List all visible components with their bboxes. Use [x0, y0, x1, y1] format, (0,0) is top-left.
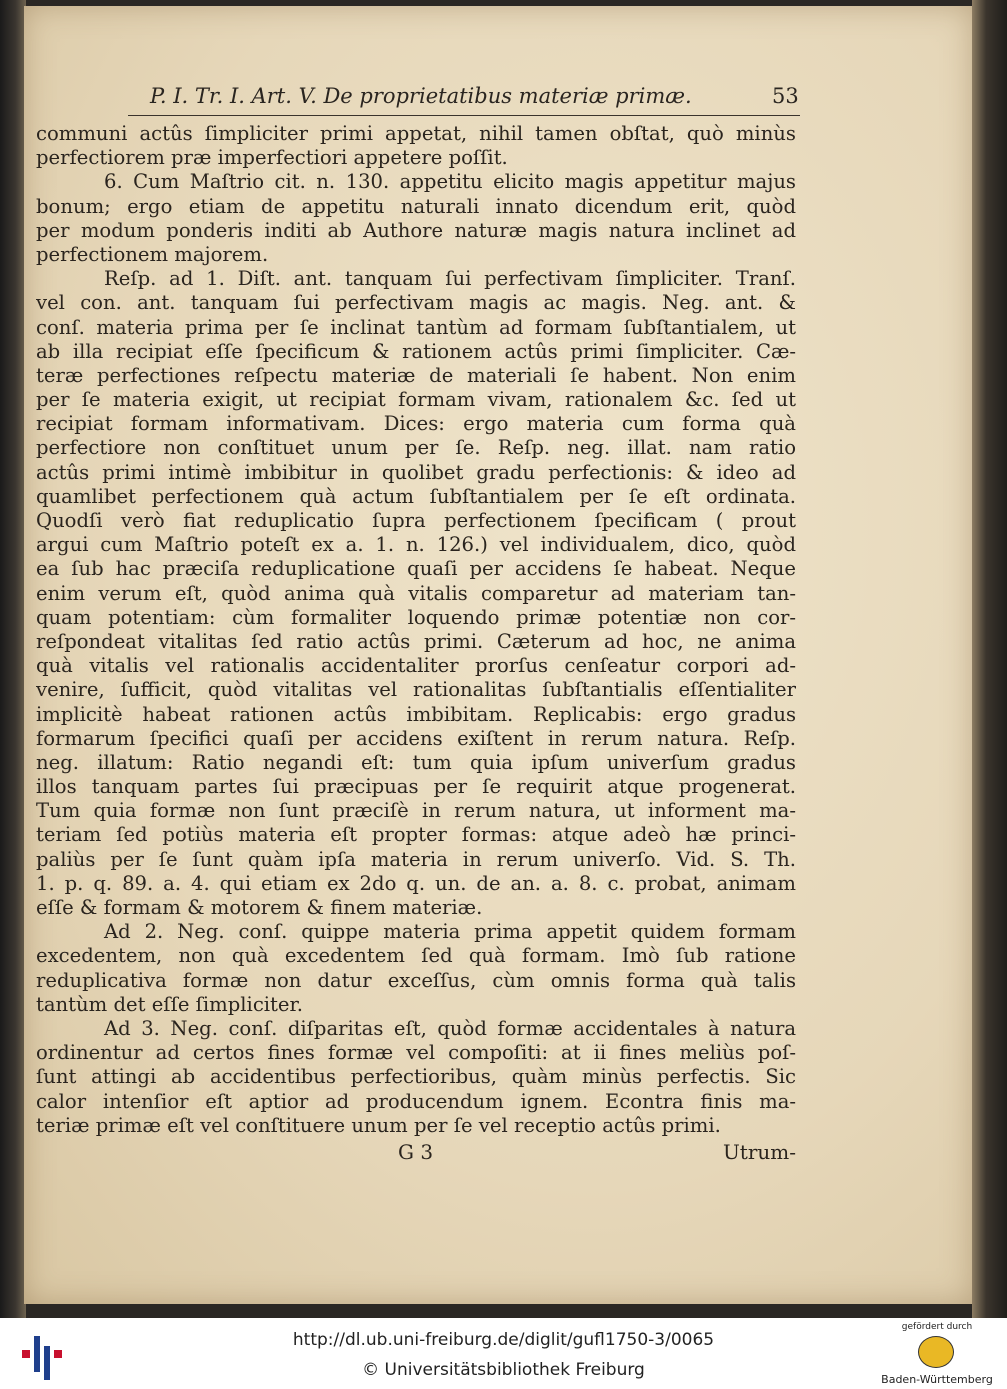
catchword: Utrum- [722, 1140, 796, 1164]
text-line: calor intenſior eſt aptior ad producendum ignem. Econtra finis ma- [36, 1089, 796, 1113]
text-line: teriæ primæ eſt vel conſtituere unum per ſe vel receptio actûs primi. [36, 1113, 721, 1137]
text-line: paliùs per ſe ſunt quàm ipſa materia in rerum univerſo. Vid. S. Th. [36, 847, 796, 871]
text-line: per modum ponderis inditi ab Authore naturæ magis natura inclinet ad [36, 218, 796, 242]
text-line: quamlibet perfectionem quà actum ſubſtantialem per ſe eſt ordinata. [36, 484, 796, 508]
running-header [150, 84, 800, 116]
text-line: Reſp. ad 1. Diſt. ant. tanquam ſui perfectivam ſimpliciter. Tranſ. [104, 267, 796, 291]
text-line: vel con. ant. tanquam ſui perfectivam magis ac magis. Neg. ant. & [36, 291, 796, 315]
text-line: Quodſi verò fiat reduplicatio ſupra perfectionem ſpecificam ( prout [36, 509, 796, 532]
text-line: illos tanquam partes ſui præcipuas per ſe requirit atque progenerat. [36, 775, 796, 799]
page-edge [972, 0, 1007, 1318]
text-line: perfectionem majorem. [36, 242, 269, 266]
text-line: actûs primi intimè imbibitur in quolibet gradu perfectionis: & ideo ad [36, 460, 796, 484]
text-line: perfectiore non conſtituet unum per ſe. Reſp. neg. illat. nam ratio [36, 436, 796, 460]
body-text [36, 122, 796, 1138]
text-line: implicitè habeat rationen actûs imbibitam. Replicabis: ergo gradus [36, 702, 796, 726]
sponsor-state: Baden-Württemberg [881, 1373, 993, 1386]
text-line: venire, ſufficit, quòd vitalitas vel rationalitas ſubſtantialis eſſentialiter [36, 678, 796, 702]
text-line: communi actûs ſimpliciter primi appetat, nihil tamen obſtat, quò minùs [36, 122, 796, 145]
copyright-notice: © Universitätsbibliothek Freiburg [362, 1360, 645, 1380]
text-line: formarum ſpecifici quaſi per accidens exiſtent in rerum natura. Reſp. [36, 726, 796, 750]
viewer-footer [0, 1318, 1007, 1389]
text-line: argui cum Maſtrio poteſt ex a. 1. n. 126.) vel individualem, dico, quòd [36, 533, 796, 557]
text-line: tantùm det eſſe ſimpliciter. [36, 992, 303, 1016]
document-url[interactable]: http://dl.ub.uni-freiburg.de/diglit/gufl1750-3/0065 [292, 1330, 715, 1350]
sponsor-badge [872, 1320, 1002, 1388]
text-line: recipiat formam informativam. Dices: ergo materia cum forma quà [36, 412, 796, 436]
text-line: neg. illatum: Ratio negandi eſt: tum quia ipſum univerſum gradus [36, 750, 796, 774]
page-footer [36, 1140, 796, 1170]
sponsor-caption: gefördert durch [901, 1322, 973, 1332]
text-line: reſpondeat vitalitas ſed ratio actûs primi. Cæterum ad hoc, ne anima [36, 629, 796, 653]
book-spine [0, 0, 26, 1318]
text-line: ſunt attingi ab accidentibus perfectioribus, quàm minùs perfectis. Sic [36, 1065, 796, 1089]
text-line: 1. p. q. 89. a. 4. qui etiam ex 2do q. un. de an. a. 8. c. probat, animam [36, 871, 796, 895]
text-line: enim verum eſt, quòd anima quà vitalis comparetur ad materiam tan- [36, 581, 796, 605]
header-rule [128, 115, 800, 116]
text-line: bonum; ergo etiam de appetitu naturali innato dicendum erit, quòd [36, 194, 796, 218]
text-line: teriam ſed potiùs materia eſt propter formas: atque adeò hæ princi- [36, 823, 796, 847]
text-line: teræ perfectiones reſpectu materiæ de materiali ſe habent. Non enim [36, 363, 796, 387]
text-line: quam potentiam: cùm formaliter loquendo primæ potentiæ non cor- [36, 605, 796, 629]
text-line: Tum quia formæ non ſunt præciſè in rerum natura, ut informent ma- [36, 799, 796, 823]
running-title: P. I. Tr. I. Art. V. De proprietatibus materiæ primæ. [150, 84, 692, 108]
text-line: ea ſub hac præciſa reduplicatione quaſi per accidens ſe habeat. Neque [36, 557, 796, 581]
text-line: reduplicativa formæ non datur exceſſus, cùm omnis forma quà talis [36, 968, 796, 992]
text-line: ab illa recipiat eſſe ſpecificum & rationem actûs primi ſimpliciter. Cæ- [36, 339, 796, 363]
text-line: perfectiorem præ imperfectiori appetere poſſit. [36, 146, 508, 170]
signature-mark: G 3 [398, 1140, 434, 1164]
text-line: ordinentur ad certos fines formæ vel compoſiti: at ii fines meliùs poſ- [36, 1041, 796, 1065]
text-line: excedentem, non quà excedentem ſed quà formam. Imò ſub ratione [36, 944, 796, 968]
text-line: per ſe materia exigit, ut recipiat formam vivam, rationalem &c. ſed ut [36, 388, 796, 412]
page-number: 53 [772, 84, 799, 108]
text-line: quà vitalis vel rationalis accidentaliter prorſus cenſeatur corpori ad- [36, 654, 796, 678]
text-line: Ad 2. Neg. conſ. quippe materia prima appetit quidem formam [104, 920, 796, 944]
text-line: eſſe & formam & motorem & finem materiæ. [36, 896, 483, 919]
text-line: 6. Cum Maſtrio cit. n. 130. appetitu elicito magis appetitur majus [104, 170, 796, 194]
text-line: Ad 3. Neg. conſ. diſparitas eſt, quòd formæ accidentales à natura [104, 1016, 796, 1040]
text-line: conſ. materia prima per ſe inclinat tantùm ad formam ſubſtantialem, ut [36, 315, 796, 339]
state-seal-icon [918, 1336, 954, 1368]
